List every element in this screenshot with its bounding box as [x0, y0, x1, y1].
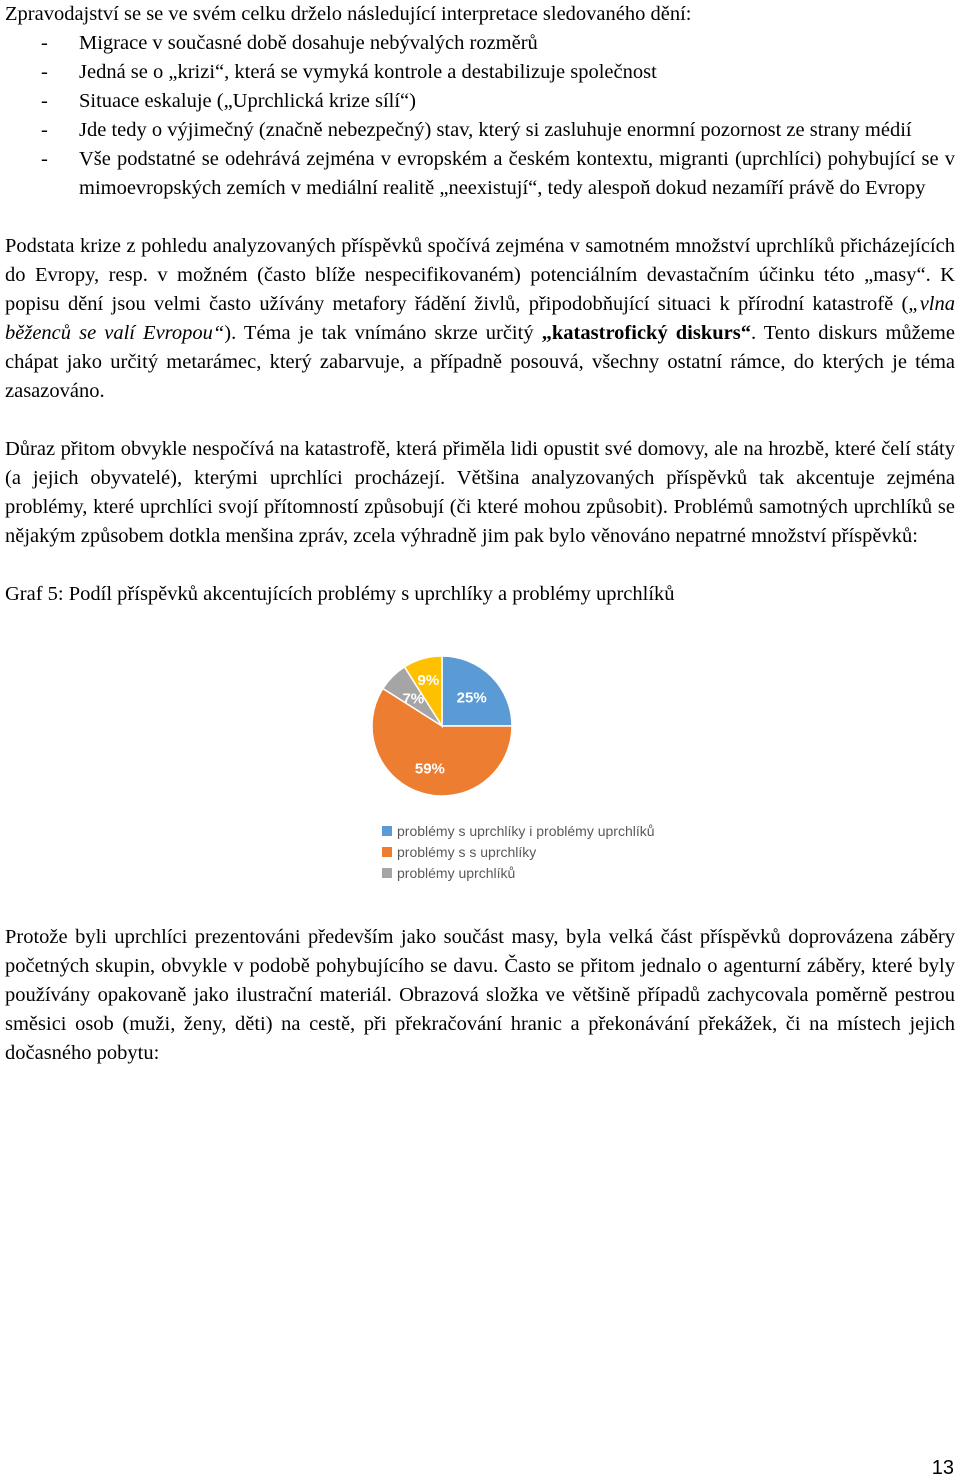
legend-swatch	[382, 847, 392, 857]
bullet-item: - Situace eskaluje („Uprchlická krize sílí“)	[5, 87, 955, 116]
pie-data-label: 9%	[417, 671, 440, 689]
pie-data-label: 25%	[456, 689, 487, 707]
bullet-list	[5, 29, 955, 203]
bullet-dash: -	[41, 119, 48, 141]
legend-swatch	[382, 868, 392, 878]
bullet-dash: -	[41, 90, 48, 112]
chart-legend	[382, 820, 655, 883]
bullet-item: - Migrace v současné době dosahuje nebývalých rozměrů	[5, 29, 955, 58]
paragraph-crisis: Podstata krize z pohledu analyzovaných příspěvků spočívá zejména v samotném množství uprchlíků přicházejících do Evropy, resp. v možném (často blíže nespecifikovaném) potenciálním devastačním účinku této „masy“. K popisu dění jsou velmi často užívány metafory řádění živlů, připodobňující situaci k přírodní katastrofě („vlna běženců se valí Evropou“). Téma je tak vnímáno skrze určitý „katastrofický diskurs“. Tento diskurs můžeme chápat jako určitý metarámec, který zabarvuje, a případně posouvá, všechny ostatní rámce, do kterých je téma zasazováno.	[5, 235, 955, 402]
legend-swatch	[382, 826, 392, 836]
bullet-dash: -	[41, 148, 48, 170]
catastrophic-discourse-term: „katastrofický diskurs“	[541, 322, 751, 344]
bullet-item: - Jde tedy o výjimečný (značně nebezpečný) stav, který si zasluhuje enormní pozornost ze strany médií	[5, 116, 955, 145]
page-number: 13	[931, 1457, 954, 1479]
paragraph-emphasis: Důraz přitom obvykle nespočívá na katastrofě, která přiměla lidi opustit své domovy, ale na hrozbě, které čelí státy (a jejich obyvatelé), kterými uprchlíci procházejí. Většina analyzovaných příspěvků tak akcentuje zejména problémy, které uprchlíci svojí přítomností způsobují (či které mohou způsobit). Problémů samotných uprchlíků se nějakým způsobem dotkla menšina zpráv, zcela výhradně jim pak bylo věnováno nepatrné množství příspěvků:	[5, 438, 955, 547]
pie-chart	[5, 633, 955, 883]
bullet-dash: -	[41, 61, 48, 83]
pie-data-label: 7%	[402, 690, 425, 708]
legend-item: problémy s uprchlíky i problémy uprchlíků	[382, 820, 655, 841]
legend-item: problémy uprchlíků	[382, 862, 655, 883]
legend-item: problémy s s uprchlíky	[382, 841, 655, 862]
chart-caption: Graf 5: Podíl příspěvků akcentujících problémy s uprchlíky a problémy uprchlíků	[5, 583, 675, 605]
intro-paragraph: Zpravodajství se se ve svém celku drželo následující interpretace sledovaného dění:	[5, 3, 692, 25]
bullet-dash: -	[41, 32, 48, 54]
paragraph-visuals: Protože byli uprchlíci prezentováni především jako součást masy, byla velká část příspěvků doprovázena záběry početných skupin, obvykle v podobě pohybujícího se davu. Často se přitom jednalo o agenturní záběry, které byly používány opakovaně jako ilustrační materiál. Obrazová složka ve většině případů zachycovala poměrně pestrou směsici osob (muži, ženy, děti) na cestě, při překračování hranic a překonávání překážek, či na místech jejich dočasného pobytu:	[5, 926, 955, 1064]
bullet-item: - Vše podstatné se odehrává zejména v evropském a českém kontextu, migranti (uprchlíci) pohybující se v mimoevropských zemích v mediální realitě „neexistují“, tedy alespoň dokud nezamíří právě do Evropy	[5, 145, 955, 203]
pie-data-label: 59%	[414, 760, 445, 778]
bullet-item: - Jedná se o „krizi“, která se vymyká kontrole a destabilizuje společnost	[5, 58, 955, 87]
metaphor-quote: „vlna běženců se valí Evropou“	[5, 293, 955, 344]
document-page	[5, 0, 955, 1068]
